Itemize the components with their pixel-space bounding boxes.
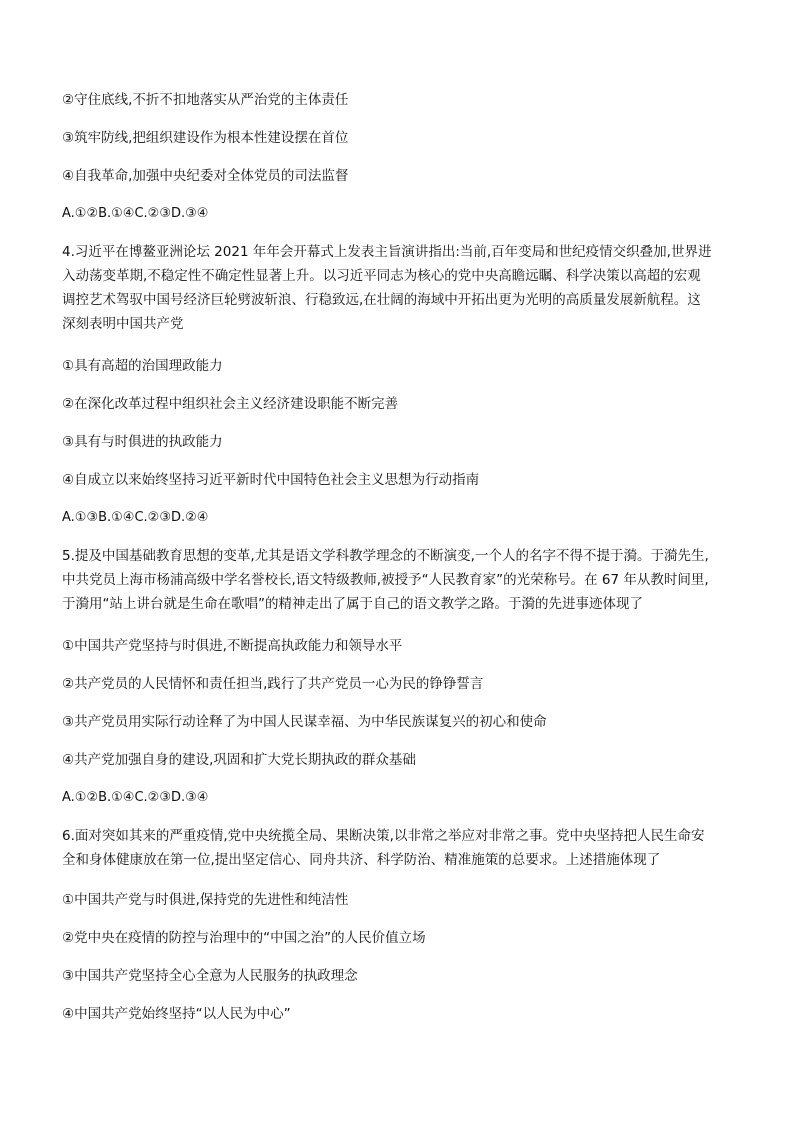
q5-stem-line-2: 中共党员上海市杨浦高级中学名誉校长,语文特级教师,被授予“人民教育家”的光荣称号。在 67 年从教时间里,: [62, 572, 709, 588]
q3-option-2: ②守住底线,不折不扣地落实从严治党的主体责任: [62, 92, 349, 108]
q5-stem-line-1: 5.提及中国基础教育思想的变革,尤其是语文学科教学理念的不断演变,一个人的名字不得不提于漪。于漪先生,: [62, 548, 709, 564]
q3-answer-choices: A.①②B.①④C.②③D.③④: [62, 206, 209, 221]
q5-answer-choices: A.①②B.①④C.②③D.③④: [62, 790, 209, 805]
q5-option-4: ④共产党加强自身的建设,巩固和扩大党长期执政的群众基础: [62, 752, 416, 768]
q4-answer-choices: A.①③B.①④C.②③D.②④: [62, 510, 209, 525]
q4-option-4: ④自成立以来始终坚持习近平新时代中国特色社会主义思想为行动指南: [62, 472, 480, 488]
q4-stem-line-2: 入动荡变革期,不稳定性不确定性显著上升。以习近平同志为核心的党中央高瞻远瞩、科学决策以高超的宏观: [62, 268, 701, 284]
q5-stem-line-3: 于漪用“站上讲台就是生命在歌唱”的精神走出了属于自己的语文教学之路。于漪的先进事迹体现了: [62, 596, 643, 612]
q6-option-4: ④中国共产党始终坚持“以人民为中心”: [62, 1006, 291, 1022]
q6-stem-line-2: 全和身体健康放在第一位,提出坚定信心、同舟共济、科学防治、精准施策的总要求。上述措施体现了: [62, 852, 661, 868]
q5-option-1: ①中国共产党坚持与时俱进,不断提高执政能力和领导水平: [62, 638, 403, 654]
q4-stem-line-1: 4.习近平在博鳌亚洲论坛 2021 年年会开幕式上发表主旨演讲指出:当前,百年变局和世纪疫情交织叠加,世界进: [62, 244, 712, 260]
q3-option-4: ④自我革命,加强中央纪委对全体党员的司法监督: [62, 168, 349, 184]
q6-option-1: ①中国共产党与时俱进,保持党的先进性和纯洁性: [62, 892, 349, 908]
q5-option-2: ②共产党员的人民情怀和责任担当,践行了共产党员一心为民的铮铮誓言: [62, 676, 484, 692]
q6-stem-line-1: 6.面对突如其来的严重疫情,党中央统揽全局、果断决策,以非常之举应对非常之事。党中央坚持把人民生命安: [62, 828, 705, 844]
q3-option-3: ③筑牢防线,把组织建设作为根本性建设摆在首位: [62, 130, 349, 146]
q4-stem-line-4: 深刻表明中国共产党: [62, 316, 184, 332]
q6-option-2: ②党中央在疫情的防控与治理中的“中国之治”的人民价值立场: [62, 930, 426, 946]
q4-option-3: ③具有与时俱进的执政能力: [62, 434, 223, 450]
q4-stem-line-3: 调控艺术驾驭中国号经济巨轮劈波斩浪、行稳致远,在壮阔的海域中开拓出更为光明的高质量发展新航程。这: [62, 292, 701, 308]
q5-option-3: ③共产党员用实际行动诠释了为中国人民谋幸福、为中华民族谋复兴的初心和使命: [62, 714, 547, 730]
q4-option-2: ②在深化改革过程中组织社会主义经济建设职能不断完善: [62, 396, 399, 412]
q4-option-1: ①具有高超的治国理政能力: [62, 358, 223, 374]
q6-option-3: ③中国共产党坚持全心全意为人民服务的执政理念: [62, 968, 358, 984]
